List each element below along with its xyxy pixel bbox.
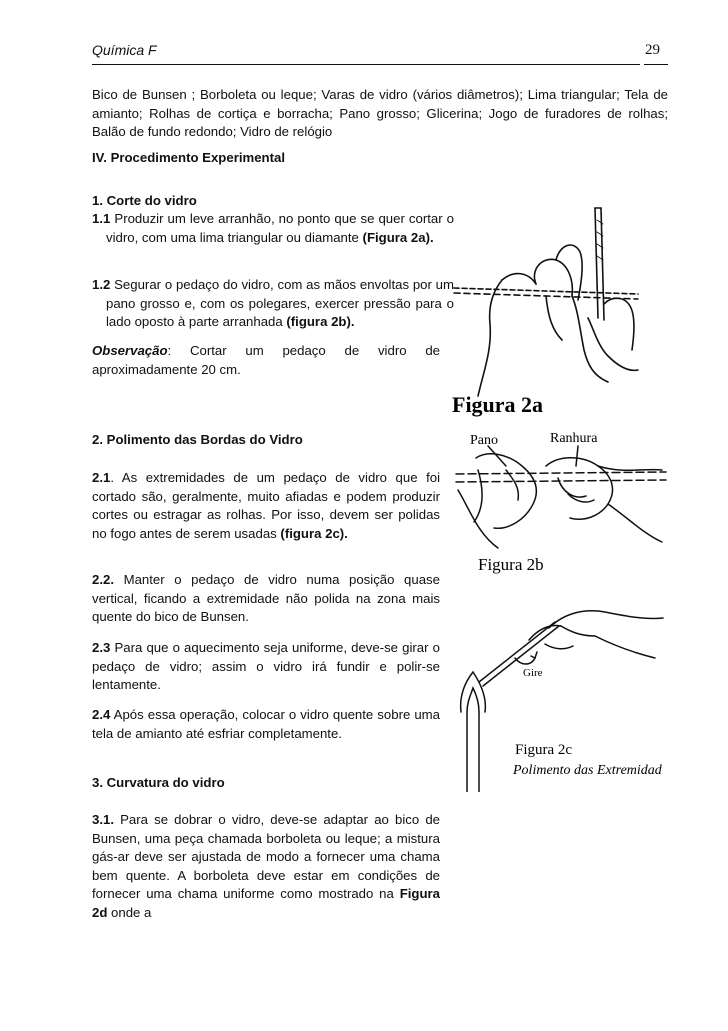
figure-2a	[448, 200, 660, 422]
figure-2a-caption: Figura 2a	[452, 392, 544, 417]
paragraph-2-2-number: 2.2.	[92, 572, 114, 587]
paragraph-2-3	[92, 639, 440, 695]
paragraph-1-1-text: Produzir um leve arranhão, no ponto que se quer cortar o vidro, com uma lima triangular ou diamante	[106, 211, 454, 245]
paragraph-2-1	[92, 469, 440, 543]
figure-2c-subcaption: Polimento das Extremidad	[513, 763, 662, 778]
observation-text: : Cortar um pedaço de vidro de aproximadamente 20 cm.	[92, 343, 440, 377]
figure-2c-label-gire: Gire	[523, 667, 543, 679]
figure-2b-label-ranhura: Ranhura	[550, 431, 598, 446]
paragraph-2-1-text: . As extremidades de um pedaço de vidro que foi cortado são, geralmente, muito afiadas e podem produzir cortes ou estragar as rolhas. Por isso, devem ser polidas no fogo antes de serem usadas	[92, 470, 440, 541]
paragraph-2-2	[92, 571, 440, 627]
materials-paragraph: Bico de Bunsen ; Borboleta ou leque; Varas de vidro (vários diâmetros); Lima triangular; Tela de amianto; Rolhas de cortiça e borracha; Pano grosso; Glicerina; Jogo de furadores de rolhas; Balão de fundo redondo; Vidro de relógio	[92, 87, 668, 139]
paragraph-3-1-text: Para se dobrar o vidro, deve-se adaptar ao bico de Bunsen, uma peça chamada borboleta ou leque; a mistura gás-ar deve ser ajustada de modo a fornecer uma chama bem quente. A borboleta deve estar em condições de fornecer uma chama uniforme como mostrado na	[92, 812, 440, 901]
paragraph-2-2-text: Manter o pedaço de vidro numa posição quase vertical, ficando a extremidade não polida na zona mais quente do bico de Bunsen.	[92, 572, 440, 624]
figure-2c-ref: (figura 2c).	[280, 525, 348, 541]
paragraph-2-3-text: Para que o aquecimento seja uniforme, deve-se girar o pedaço de vidro; assim o vidro irá fundir e polir-se lentamente.	[92, 640, 440, 692]
paragraph-3-1	[92, 811, 440, 922]
figure-2c	[455, 592, 668, 792]
page-number: 29	[645, 42, 660, 58]
paragraph-1-1	[92, 210, 454, 247]
subsection-3-title: 3. Curvatura do vidro	[92, 775, 225, 790]
paragraph-2-4-number: 2.4	[92, 707, 111, 722]
header-title: Química F	[92, 42, 157, 58]
paragraph-3-1-tail: onde a	[107, 904, 152, 920]
paragraph-1-2-text: Segurar o pedaço do vidro, com as mãos envoltas por um pano grosso e, com os polegares, exercer pressão para o lado oposto à parte arranhada	[106, 277, 454, 329]
figure-2d-ref: Figura 2d	[92, 886, 440, 920]
page-header	[92, 40, 668, 66]
figure-2b-ref: (figura 2b).	[286, 314, 355, 329]
paragraph-2-1-number: 2.1	[92, 470, 111, 485]
paragraph-1-2	[92, 276, 454, 332]
observation	[92, 342, 440, 379]
paragraph-2-4-text: Após essa operação, colocar o vidro quente sobre uma tela de amianto até esfriar completamente.	[92, 707, 440, 741]
subsection-2-title: 2. Polimento das Bordas do Vidro	[92, 432, 303, 447]
figure-2a-ref: (Figura 2a).	[362, 229, 434, 245]
figure-2b-label-pano: Pano	[470, 433, 498, 448]
header-rule	[92, 64, 640, 65]
figure-2b	[448, 430, 668, 580]
figure-2c-caption: Figura 2c	[515, 742, 573, 758]
paragraph-3-1-number: 3.1.	[92, 812, 114, 827]
subsection-1-title: 1. Corte do vidro	[92, 193, 197, 208]
section-title: IV. Procedimento Experimental	[92, 150, 285, 165]
paragraph-2-4	[92, 706, 440, 743]
paragraph-1-1-number: 1.1	[92, 211, 111, 226]
paragraph-1-2-number: 1.2	[92, 277, 111, 292]
paragraph-2-3-number: 2.3	[92, 640, 111, 655]
figure-2b-caption: Figura 2b	[478, 555, 544, 574]
header-rule-right	[644, 64, 668, 65]
observation-label: Observação	[92, 343, 168, 358]
